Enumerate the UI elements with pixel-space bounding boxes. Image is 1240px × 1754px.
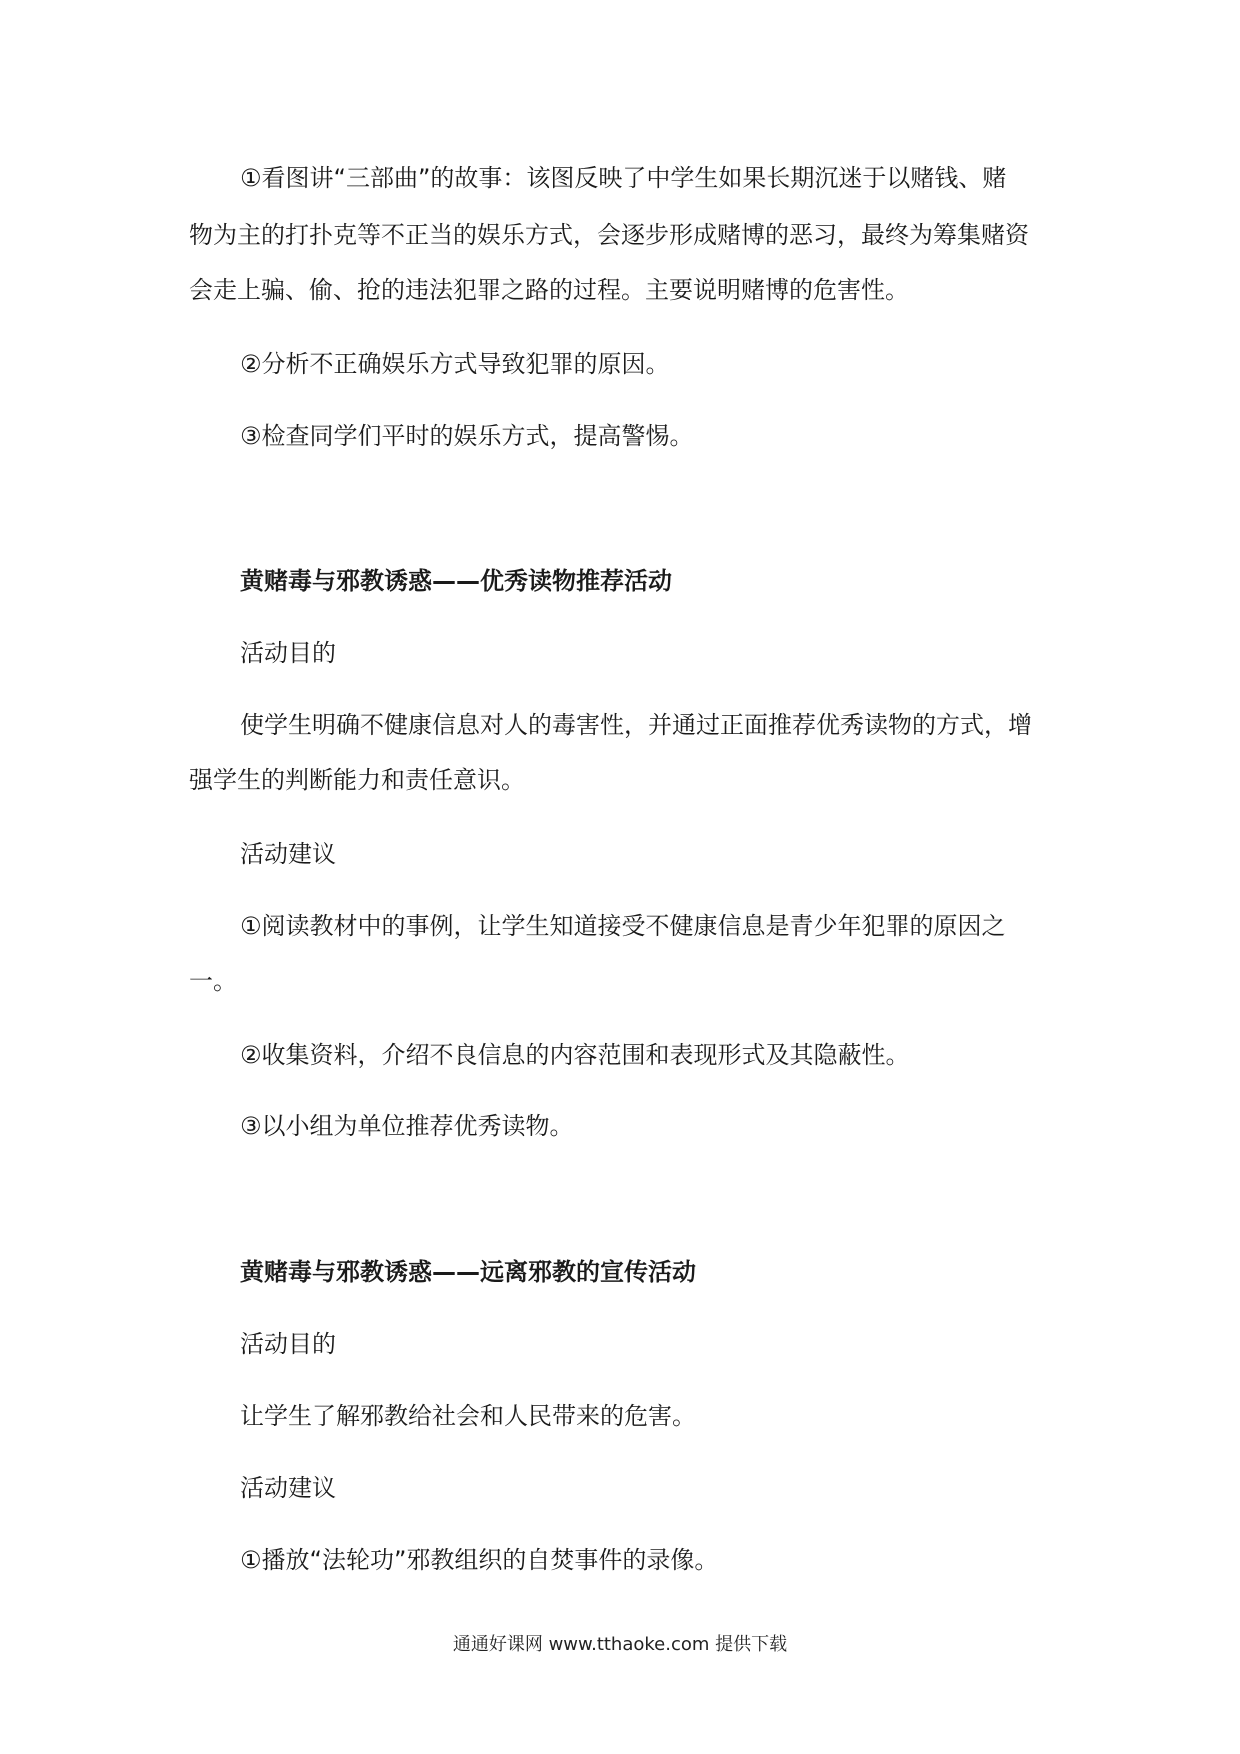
intro-item1-line3: 会走上骗、偷、抢的违法犯罪之路的过程。主要说明赌博的危害性。	[189, 276, 909, 304]
section1-title: 黄赌毒与邪教诱惑——优秀读物推荐活动	[240, 567, 672, 595]
section2-purpose-label: 活动目的	[240, 1330, 336, 1358]
section1-item1-line2: 一。	[189, 967, 237, 995]
section1-purpose-line2: 强学生的判断能力和责任意识。	[189, 766, 525, 794]
page-footer: 通通好课网 www.tthaoke.com 提供下载	[452, 1634, 788, 1655]
intro-item2: ②分析不正确娱乐方式导致犯罪的原因。	[240, 350, 670, 378]
section1-item3: ③以小组为单位推荐优秀读物。	[240, 1112, 574, 1140]
section1-purpose-line1: 使学生明确不健康信息对人的毒害性，并通过正面推荐优秀读物的方式，增	[240, 711, 1032, 739]
section2-item1: ①播放“法轮功”邪教组织的自焚事件的录像。	[240, 1546, 719, 1574]
section2-purpose-line1: 让学生了解邪教给社会和人民带来的危害。	[240, 1402, 696, 1430]
intro-item1-line2: 物为主的打扑克等不正当的娱乐方式，会逐步形成赌博的恶习，最终为筹集赌资	[189, 221, 1029, 249]
section2-title: 黄赌毒与邪教诱惑——远离邪教的宣传活动	[240, 1258, 696, 1286]
section1-purpose-label: 活动目的	[240, 639, 336, 667]
section1-suggestion-label: 活动建议	[240, 840, 336, 868]
section1-item1-line1: ①阅读教材中的事例，让学生知道接受不健康信息是青少年犯罪的原因之	[240, 912, 1006, 940]
section2-suggestion-label: 活动建议	[240, 1474, 336, 1502]
section1-item2: ②收集资料，介绍不良信息的内容范围和表现形式及其隐蔽性。	[240, 1041, 910, 1069]
intro-item1-line1: ①看图讲“三部曲”的故事：该图反映了中学生如果长期沉迷于以赌钱、赌	[240, 164, 1007, 192]
intro-item3: ③检查同学们平时的娱乐方式，提高警惕。	[240, 422, 694, 450]
